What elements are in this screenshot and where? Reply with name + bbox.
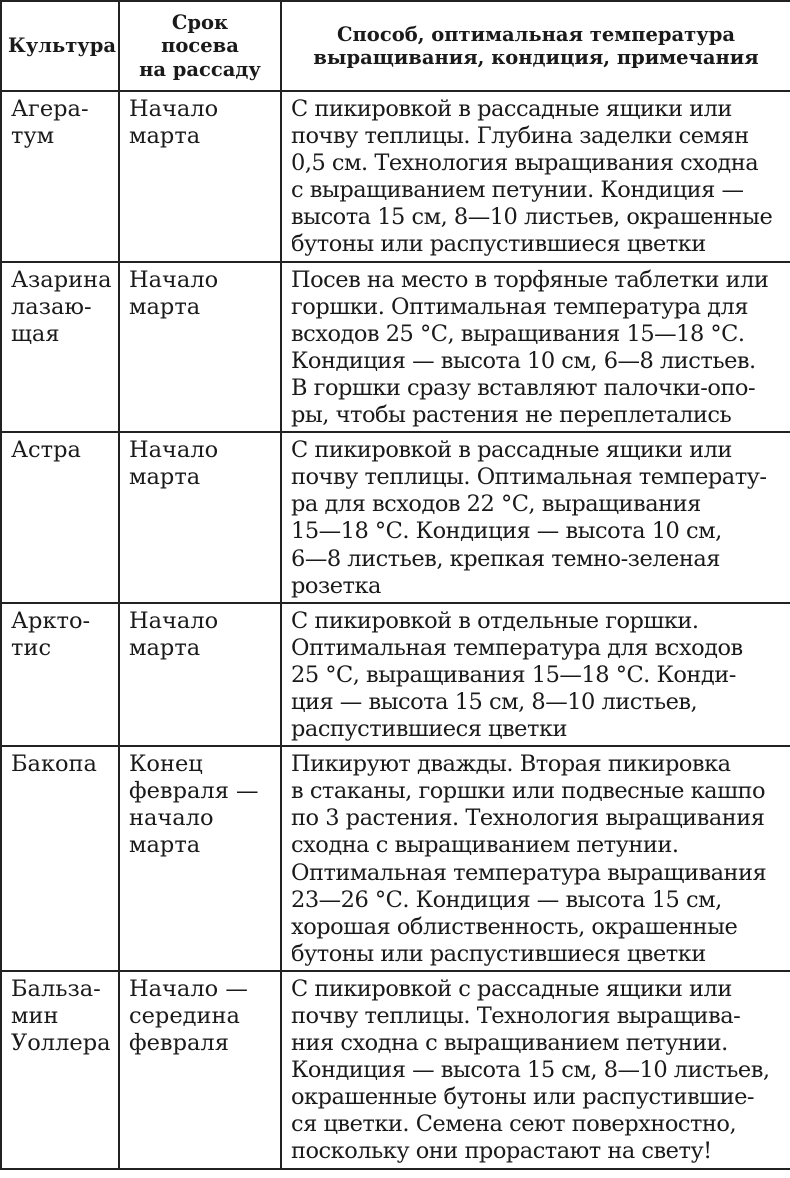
cell-culture: Азарина лазаю- щая xyxy=(1,262,119,433)
table-header-row xyxy=(1,1,790,91)
table-row xyxy=(1,91,790,262)
table-row xyxy=(1,746,790,971)
cell-notes: С пикировкой в рассадные ящики или почву теплицы. Глубина заделки семян 0,5 см. Технология выращивания сходна с выращиванием петунии. Кондиция — высота 15 см, 8—10 листьев, окрашенные бутоны или распустившиеся цветки xyxy=(281,91,790,262)
table-row xyxy=(1,603,790,746)
header-sowing-term: Срок посева на рассаду xyxy=(119,1,281,91)
cell-notes: С пикировкой в рассадные ящики или почву теплицы. Оптимальная температу- ра для всходов 22 °С, выращивания 15—18 °С. Кондиция — высота 10 см, 6—8 листьев, крепкая темно-зеленая розетка xyxy=(281,432,790,603)
cell-notes: С пикировкой с рассадные ящики или почву теплицы. Технология выращива- ния сходна с выращиванием петунии. Кондиция — высота 15 см, 8—10 листьев, окрашенные бутоны или распустившие- ся цветки. Семена сеют поверхностно, поскольку они прорастают на свету! xyxy=(281,971,790,1169)
cell-term: Начало марта xyxy=(119,91,281,262)
cell-culture: Астра xyxy=(1,432,119,603)
cell-culture: Агера- тум xyxy=(1,91,119,262)
header-culture: Культура xyxy=(1,1,119,91)
cell-term: Начало марта xyxy=(119,262,281,433)
cell-culture: Бакопа xyxy=(1,746,119,971)
cell-term: Начало — середина февраля xyxy=(119,971,281,1169)
cell-notes: Пикируют дважды. Вторая пикировка в стаканы, горшки или подвесные кашпо по 3 растения. Технология выращивания сходна с выращиванием петунии. Оптимальная температура выращивания 23—26 °С. Кондиция — высота 15 см, хорошая облиственность, окрашенные бутоны или распустившиеся цветки xyxy=(281,746,790,971)
table-row xyxy=(1,971,790,1169)
table-row xyxy=(1,262,790,433)
table-row xyxy=(1,432,790,603)
header-method-notes: Способ, оптимальная температура выращивания, кондиция, примечания xyxy=(281,1,790,91)
cell-culture: Аркто- тис xyxy=(1,603,119,746)
cell-notes: Посев на место в торфяные таблетки или горшки. Оптимальная температура для всходов 25 °С, выращивания 15—18 °С. Кондиция — высота 10 см, 6—8 листьев. В горшки сразу вставляют палочки-опо- ры, чтобы растения не переплетались xyxy=(281,262,790,433)
cell-notes: С пикировкой в отдельные горшки. Оптимальная температура для всходов 25 °С, выращивания 15—18 °С. Конди- ция — высота 15 см, 8—10 листьев, распустившиеся цветки xyxy=(281,603,790,746)
cell-term: Конец февраля — начало марта xyxy=(119,746,281,971)
cell-culture: Бальза- мин Уоллера xyxy=(1,971,119,1169)
cell-term: Начало марта xyxy=(119,432,281,603)
cell-term: Начало марта xyxy=(119,603,281,746)
